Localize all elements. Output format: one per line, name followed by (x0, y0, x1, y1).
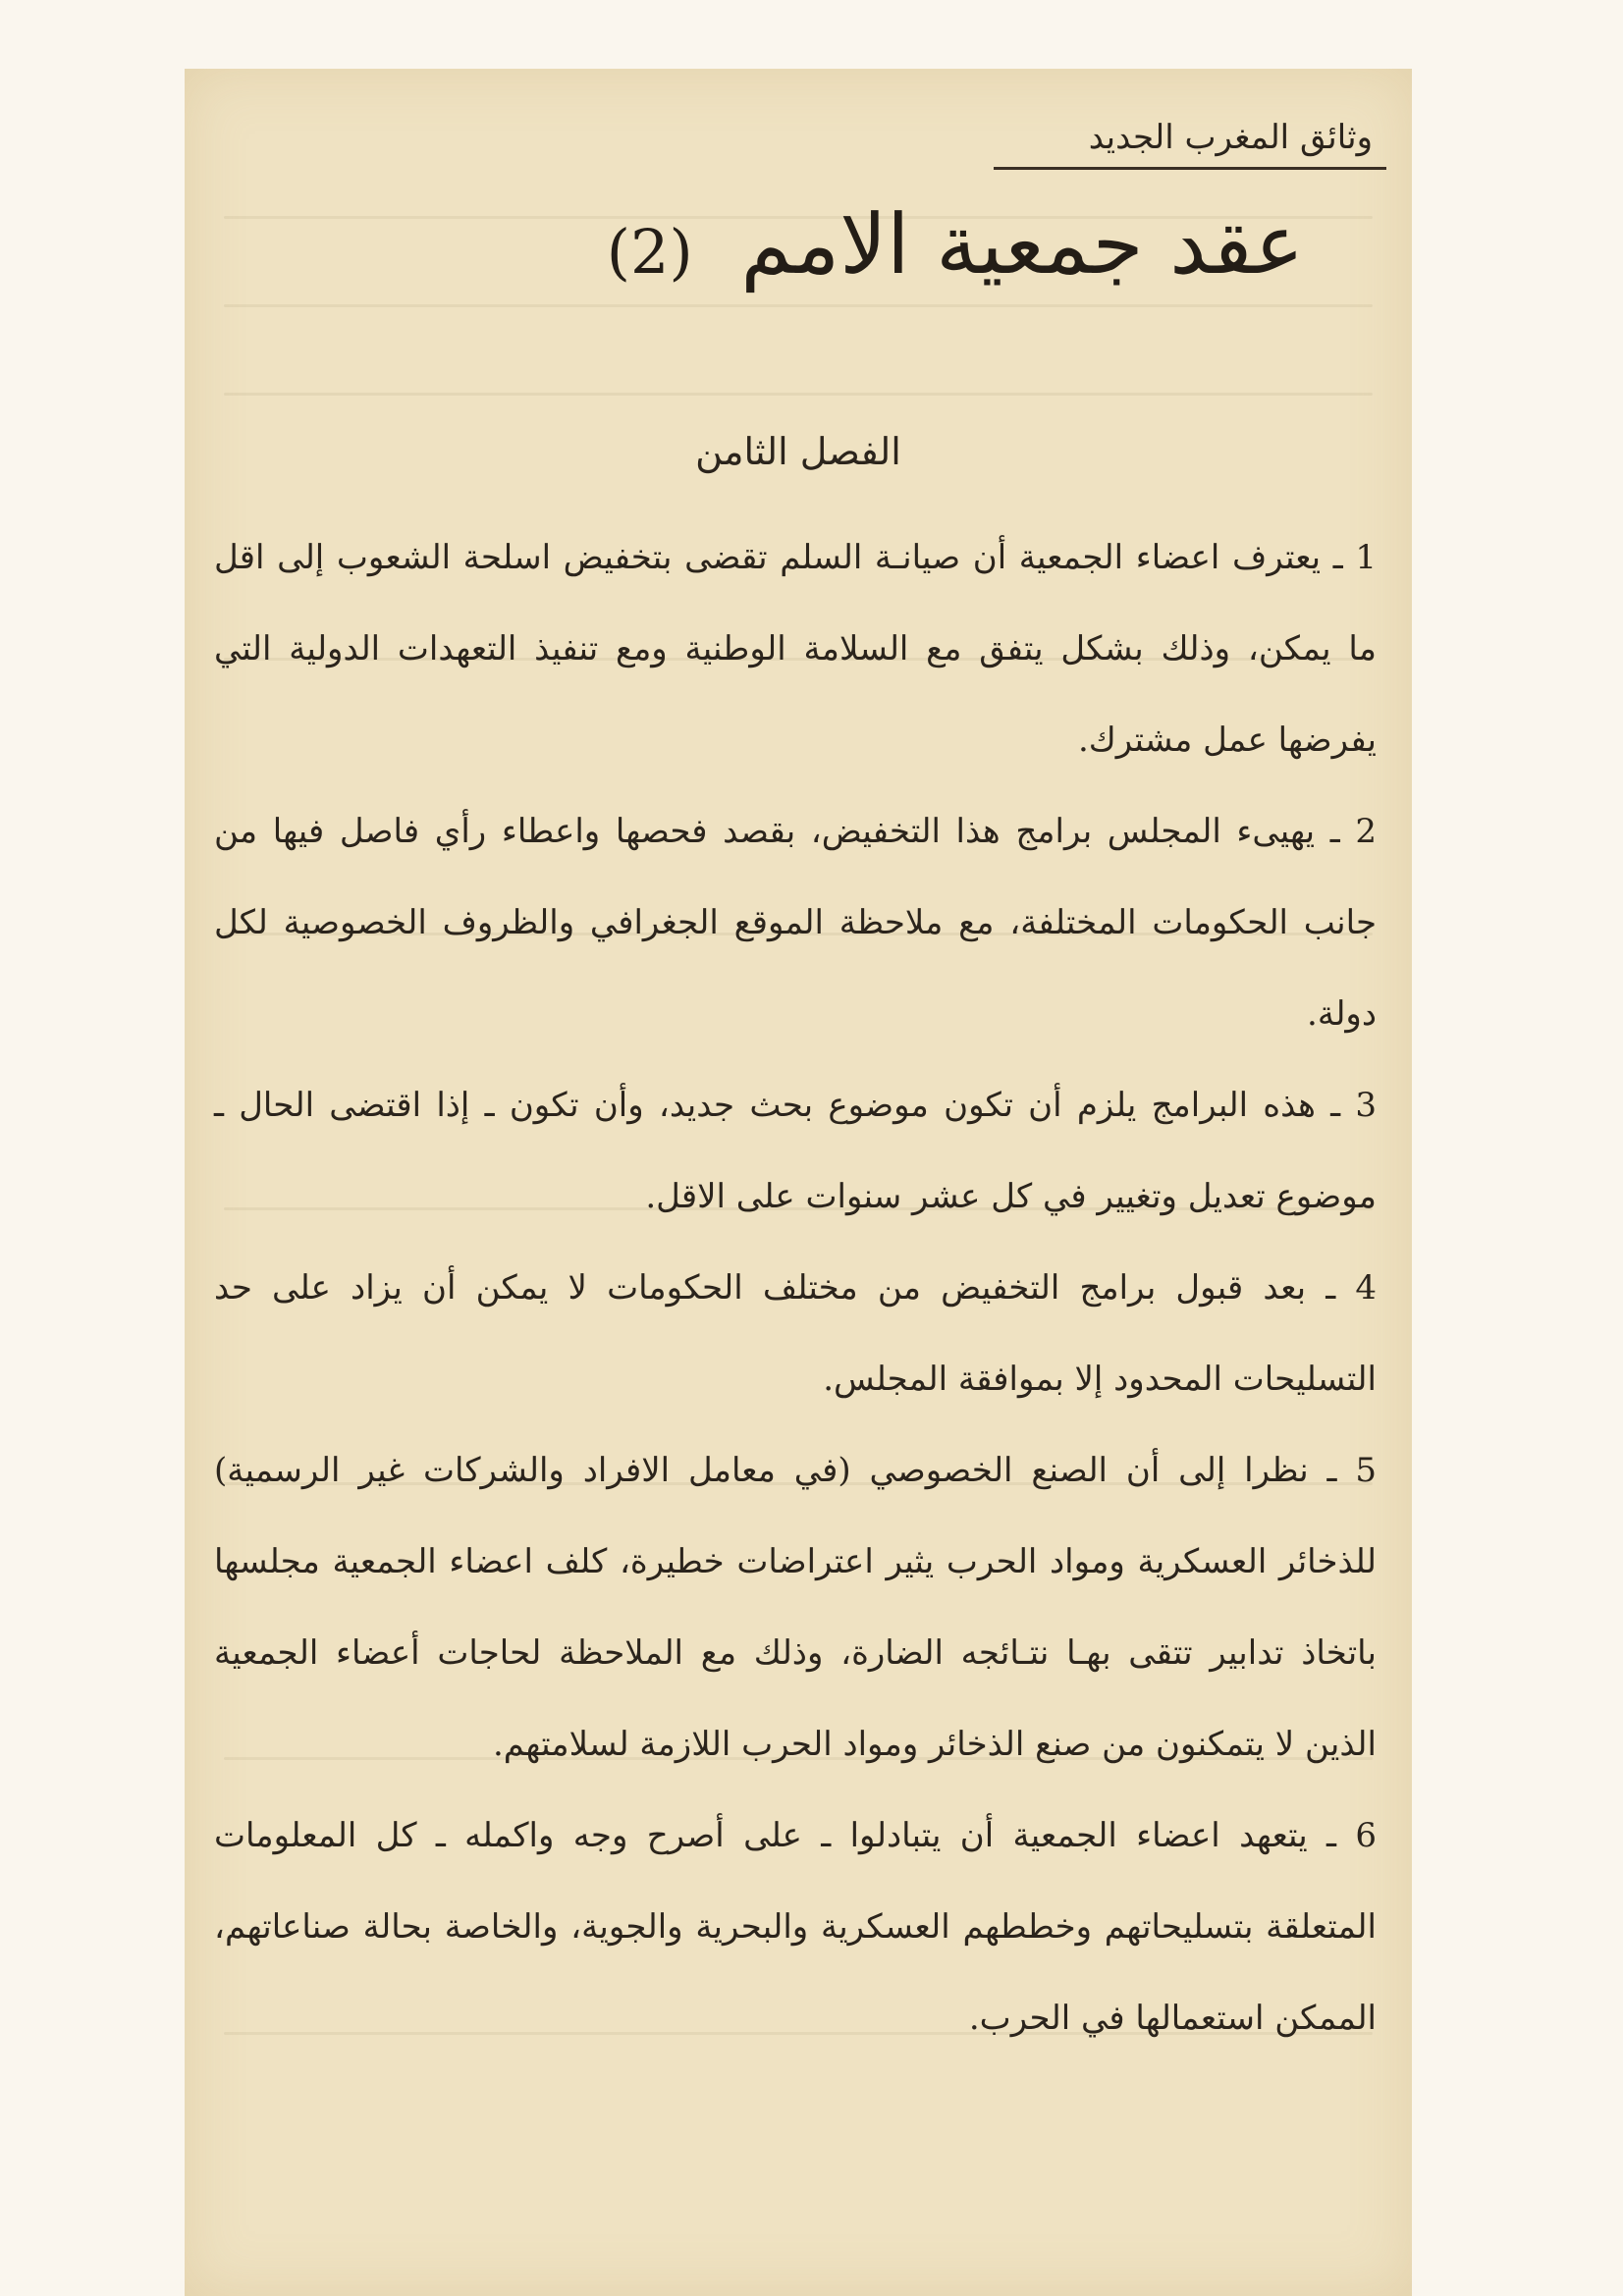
article-body (214, 512, 1377, 2064)
header-underline (994, 167, 1386, 170)
document-page (185, 69, 1412, 2296)
bleed-through-line (224, 393, 1373, 396)
title-number: (2) (606, 216, 693, 288)
chapter-heading: الفصل الثامن (695, 430, 901, 473)
title-text: عقد جمعية الامم (740, 196, 1304, 293)
paragraph-3: 3 ـ هذه البرامج يلزم أن تكون موضوع بحث جديد، وأن تكون ـ إذا اقتضى الحال ـ موضوع تعديل وتغيير في كل عشر سنوات على الاقل. (214, 1086, 1377, 1216)
paragraph-4: 4 ـ بعد قبول برامج التخفيض من مختلف الحكومات لا يمكن أن يزاد على حد التسليحات المحدود إلا بموافقة المجلس. (214, 1268, 1377, 1399)
paragraph-2: 2 ـ يهيىء المجلس برامج هذا التخفيض، بقصد فحصها واعطاء رأي فاصل فيها من جانب الحكومات المختلفة، مع ملاحظة الموقع الجغرافي والظروف الخصوصية لكل دولة. (214, 812, 1377, 1034)
running-header: وثائق المغرب الجديد (1088, 118, 1373, 157)
page-title (607, 196, 1304, 293)
paragraph-6: 6 ـ يتعهد اعضاء الجمعية أن يتبادلوا ـ على أصرح وجه واكمله ـ كل المعلومات المتعلقة بتسليحاتهم وخططهم العسكرية والبحرية والجوية، والخاصة بحالة صناعاتهم، الممكن استعمالها في الحرب. (214, 1816, 1377, 2038)
bleed-through-line (224, 304, 1373, 307)
paragraph-1: 1 ـ يعترف اعضاء الجمعية أن صيانـة السلم تقضى بتخفيض اسلحة الشعوب إلى اقل ما يمكن، وذلك بشكل يتفق مع السلامة الوطنية ومع تنفيذ التعهدات الدولية التي يفرضها عمل مشترك. (214, 538, 1377, 760)
paragraph-5: 5 ـ نظرا إلى أن الصنع الخصوصي (في معامل الافراد والشركات غير الرسمية) للذخائر العسكرية ومواد الحرب يثير اعتراضات خطيرة، كلف اعضاء الجمعية مجلسها باتخاذ تدابير تتقى بهـا نتـائجه الضارة، وذلك مع الملاحظة لحاجات أعضاء الجمعية الذين لا يتمكنون من صنع الذخائر ومواد الحرب اللازمة لسلامتهم. (214, 1451, 1377, 1764)
